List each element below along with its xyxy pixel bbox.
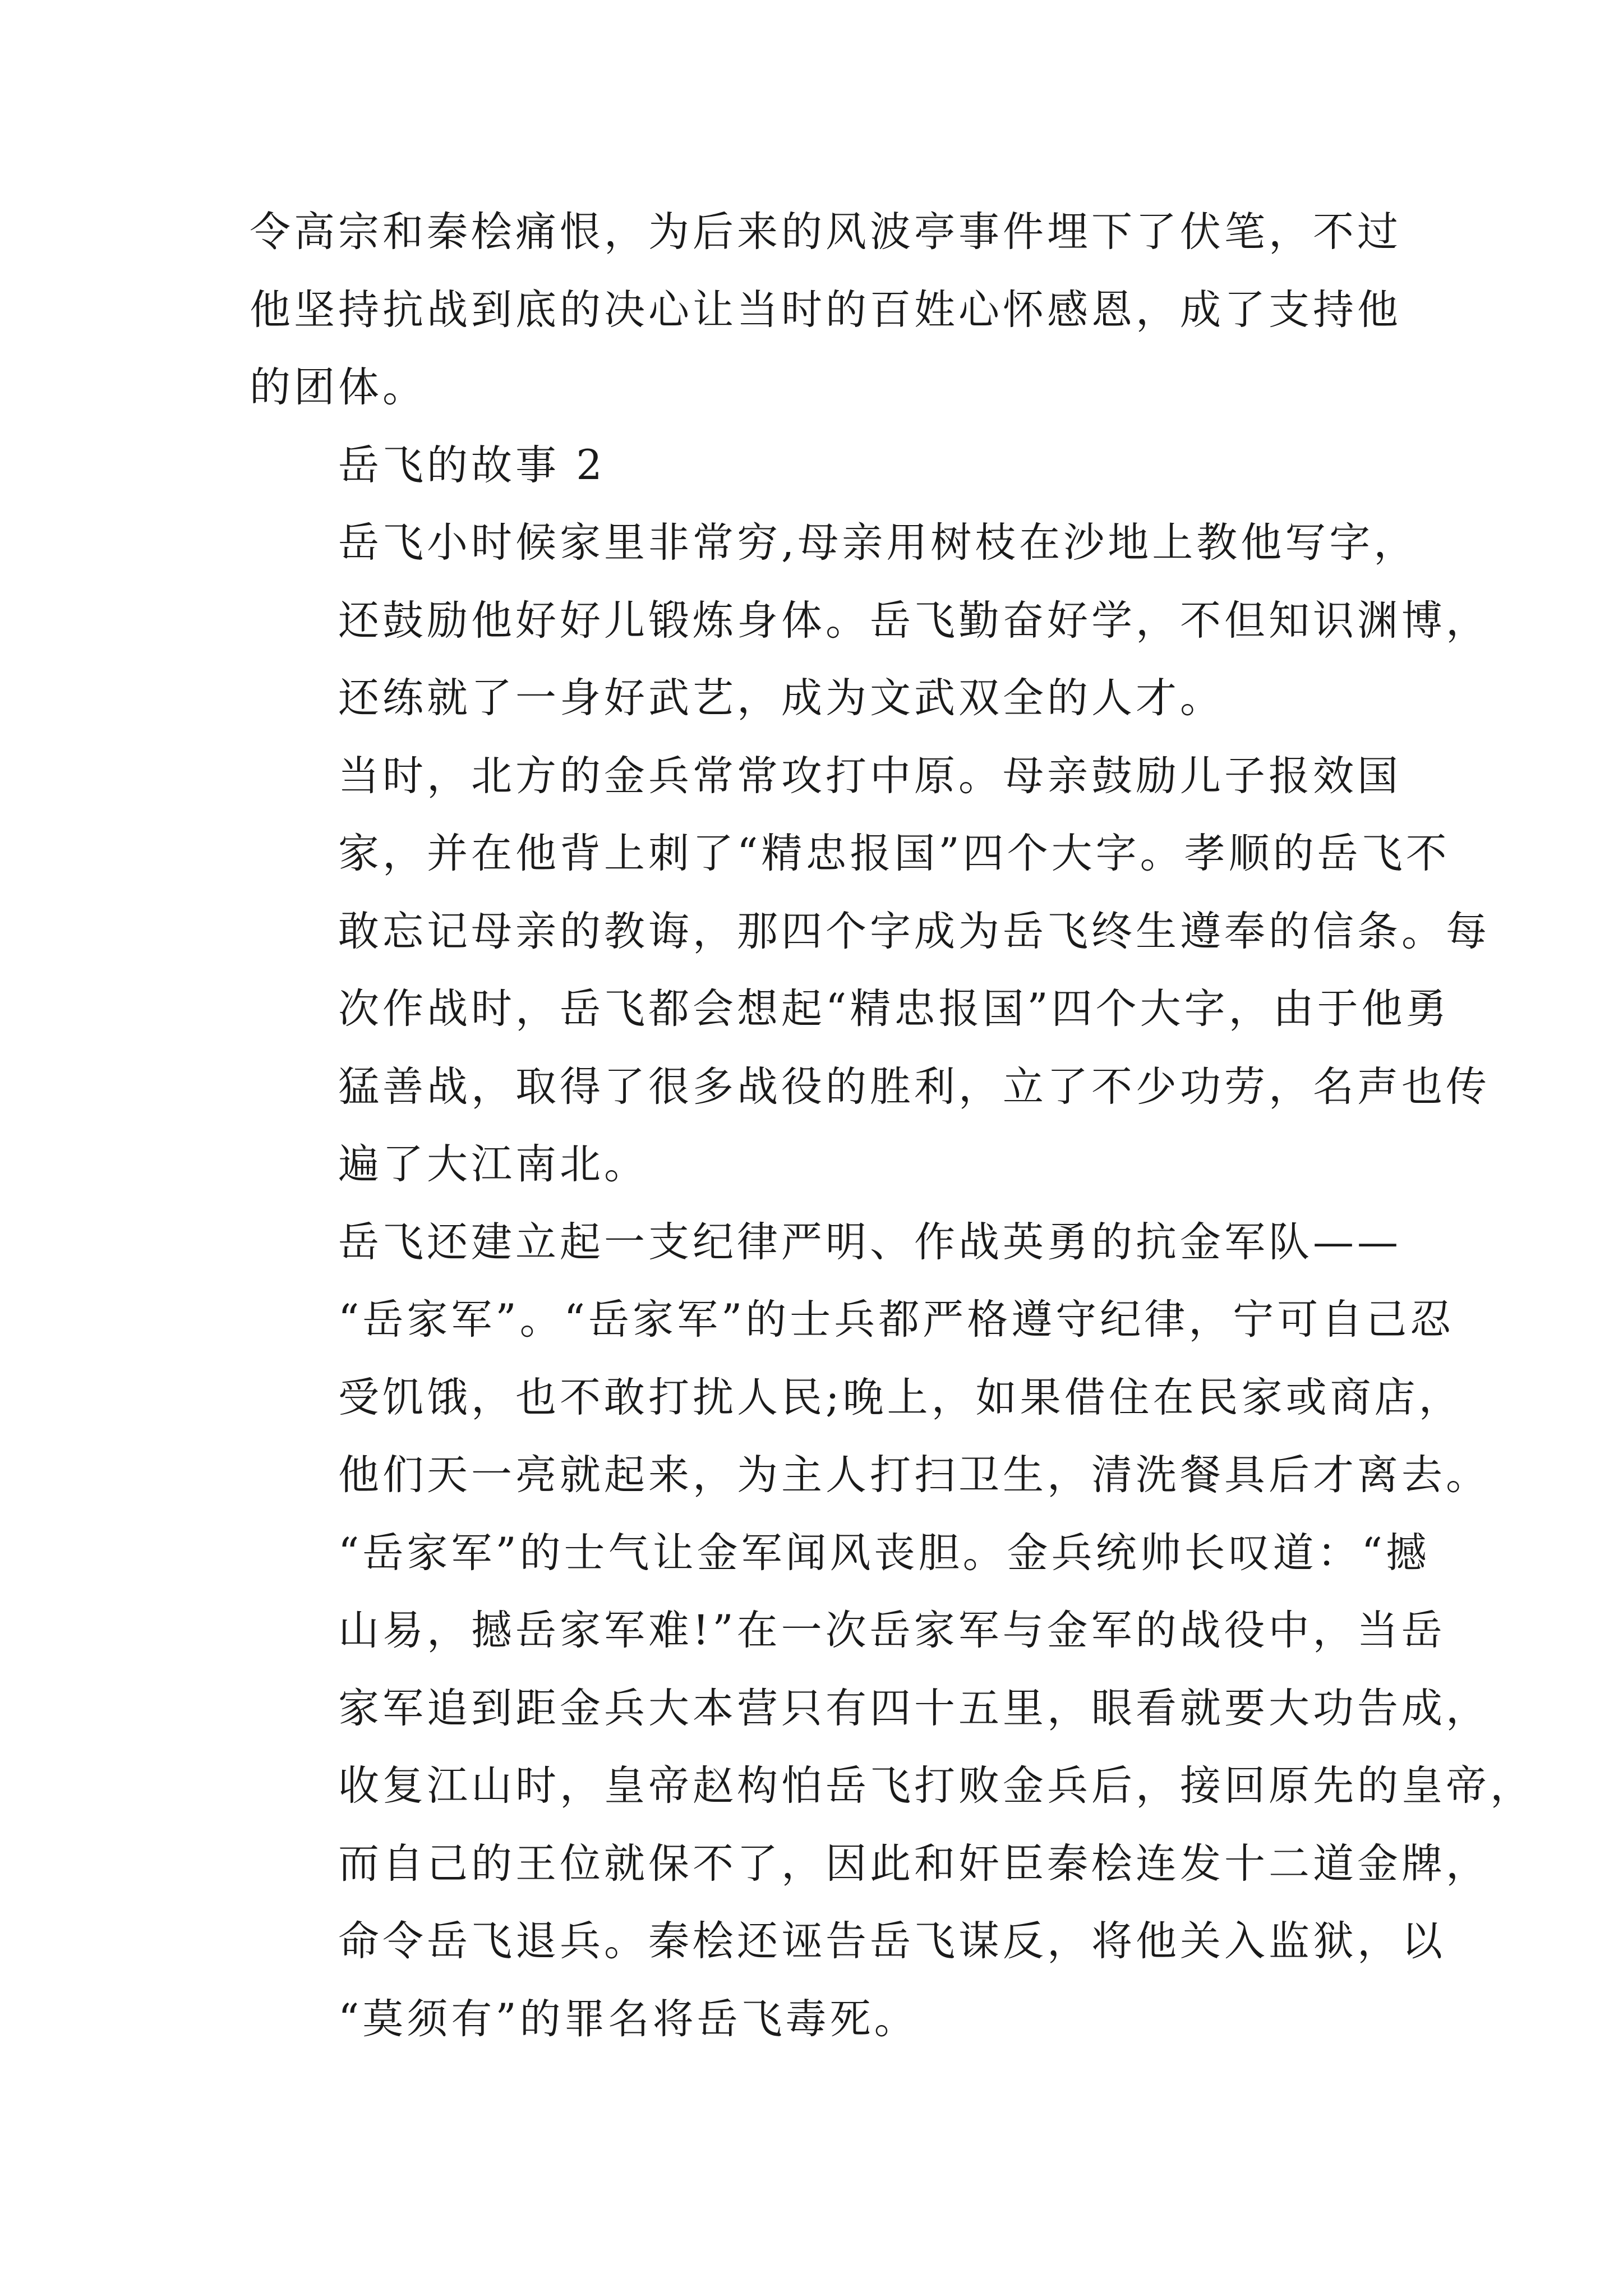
text-line: 还鼓励他好好儿锻炼身体。岳飞勤奋好学，不但知识渊博， [338, 596, 1490, 645]
text-line: 遍了大江南北。 [338, 1140, 648, 1188]
text-line: 而自己的王位就保不了，因此和奸臣秦桧连发十二道金牌， [338, 1839, 1490, 1888]
text-line: 次作战时，岳飞都会想起“精忠报国”四个大字，由于他勇 [338, 985, 1450, 1033]
text-line: “莫须有”的罪名将岳飞毒死。 [338, 1995, 919, 2043]
text-line: 他坚持抗战到底的决心让当时的百姓心怀感恩，成了支持他 [250, 286, 1401, 334]
text-line: 他们天一亮就起来，为主人打扫卫生，清洗餐具后才离去。 [338, 1451, 1490, 1499]
text-line: 当时，北方的金兵常常攻打中原。母亲鼓励儿子报效国 [338, 752, 1401, 800]
text-line: 岳飞的故事 2 [338, 441, 606, 489]
text-line: 的团体。 [250, 364, 427, 411]
paragraph [250, 504, 1490, 738]
paragraph [250, 427, 1382, 505]
document-body [250, 194, 1534, 2058]
text-line: 还练就了一身好武艺，成为文武双全的人才。 [338, 674, 1224, 722]
text-line: 家军追到距金兵大本营只有四十五里，眼看就要大功告成， [338, 1684, 1490, 1732]
text-line: 岳飞小时候家里非常穷,母亲用树枝在沙地上教他写字， [338, 519, 1418, 567]
text-line: “岳家军”的士气让金军闻风丧胆。金兵统帅长叹道：“撼 [338, 1529, 1430, 1577]
text-line: “岳家军”。“岳家军”的士兵都严格遵守纪律，宁可自己忍 [338, 1296, 1455, 1343]
text-line: 家，并在他背上刺了“精忠报国”四个大字。孝顺的岳飞不 [338, 830, 1450, 877]
text-line: 命令岳飞退兵。秦桧还诬告岳飞谋反，将他关入监狱，以 [338, 1917, 1446, 1965]
text-line: 受饥饿，也不敢打扰人民;晚上，如果借住在民家或商店， [338, 1373, 1463, 1421]
text-line: 岳飞还建立起一支纪律严明、作战英勇的抗金军队—— [338, 1218, 1401, 1266]
text-line: 猛善战，取得了很多战役的胜利，立了不少功劳，名声也传 [338, 1062, 1490, 1111]
text-line: 收复江山时，皇帝赵构怕岳飞打败金兵后，接回原先的皇帝， [338, 1762, 1534, 1810]
paragraph [250, 738, 1490, 1204]
text-line: 山易，撼岳家军难!”在一次岳家军与金军的战役中，当岳 [338, 1607, 1446, 1654]
paragraph [250, 194, 1401, 427]
text-line: 令高宗和秦桧痛恨，为后来的风波亭事件埋下了伏笔，不过 [250, 208, 1401, 256]
text-line: 敢忘记母亲的教诲，那四个字成为岳飞终生遵奉的信条。每 [338, 907, 1490, 955]
paragraph [250, 1204, 1534, 2059]
